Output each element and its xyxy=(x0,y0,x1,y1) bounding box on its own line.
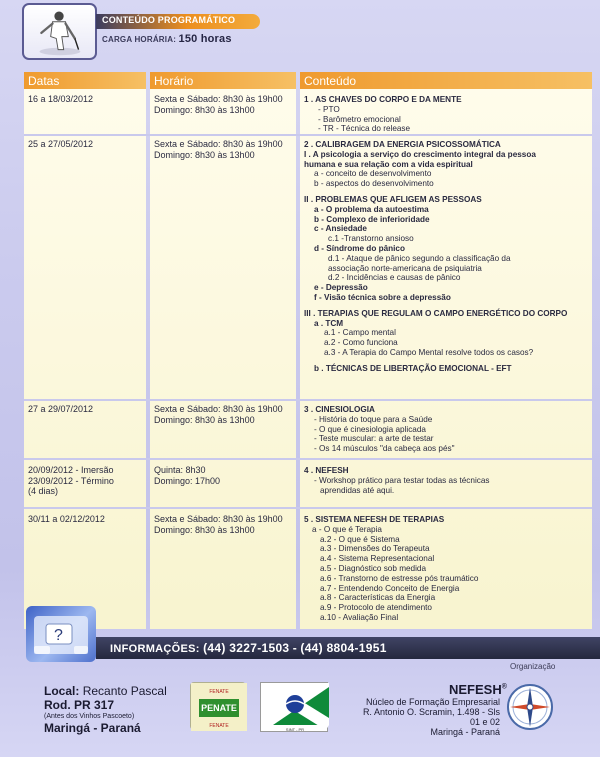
workload-label: CARGA HORÁRIA: xyxy=(102,35,177,44)
row-2-content xyxy=(304,140,567,374)
row-1-time xyxy=(154,94,283,115)
row-separator xyxy=(24,399,592,401)
time-line: Domingo: 17h00 xyxy=(154,475,221,486)
phone-1[interactable]: (44) 3227-1503 xyxy=(203,641,290,655)
content-item: b . TÉCNICAS DE LIBERTAÇÃO EMOCIONAL - EFT xyxy=(314,363,512,373)
row-1-content xyxy=(304,95,462,134)
time-line: Sexta e Sábado: 8h30 às 19h00 xyxy=(154,94,283,104)
program-logo xyxy=(22,3,97,60)
content-item: a.1 - Campo mental xyxy=(324,328,396,338)
column-dates xyxy=(24,89,146,629)
venue-name: Recanto Pascal xyxy=(82,684,167,698)
content-item: a.2 - Como funciona xyxy=(324,338,398,348)
venue-city: Maringá - Paraná xyxy=(44,721,141,735)
svg-text:?: ? xyxy=(54,627,63,644)
nefesh-description: Núcleo de Formação Empresarial xyxy=(365,697,500,707)
parana-flag xyxy=(260,682,328,732)
page-title: CONTEÚDO PROGRAMÁTICO xyxy=(102,15,236,25)
nefesh-city: Maringá - Paraná xyxy=(430,727,500,737)
row-4-dates xyxy=(28,465,114,497)
time-line: Quinta: 8h30 xyxy=(154,465,206,475)
content-item: associação norte-americana de psiquiatria xyxy=(328,263,482,273)
row-4-time xyxy=(154,465,220,486)
time-line: Domingo: 8h30 às 13h00 xyxy=(154,104,255,115)
content-item: a.10 - Avaliação Final xyxy=(320,612,399,622)
phone-2[interactable]: (44) 8804-1951 xyxy=(300,641,387,655)
content-item: c.1 -Transtorno ansioso xyxy=(328,234,414,244)
ballet-figure-icon xyxy=(24,5,95,58)
row-separator xyxy=(24,134,592,136)
date-line: (4 dias) xyxy=(28,486,59,496)
content-heading: 2 . CALIBRAGEM DA ENERGIA PSICOSSOMÁTICA xyxy=(304,140,501,149)
badge-bottom-text: FENATE xyxy=(209,723,229,729)
content-item: - História do toque para a Saúde xyxy=(314,414,433,424)
content-item: a.3 - A Terapia do Campo Mental resolve todos os casos? xyxy=(324,347,534,357)
nefesh-name: NEFESH xyxy=(449,682,502,697)
content-item: - TR - Técnica do release xyxy=(318,124,411,134)
venue-road: Rod. PR 317 xyxy=(44,698,115,712)
registered-mark: ® xyxy=(501,683,507,691)
content-heading: III . TERAPIAS QUE REGULAM O CAMPO ENERGÉTICO DO CORPO xyxy=(304,308,568,318)
fenate-badge xyxy=(190,682,246,730)
row-separator xyxy=(24,458,592,460)
date-line: 16 a 18/03/2012 xyxy=(28,94,94,104)
content-heading: 5 . SISTEMA NEFESH DE TERAPIAS xyxy=(304,515,445,524)
row-separator xyxy=(24,507,592,509)
content-item: - O que é cinesiologia aplicada xyxy=(314,424,426,434)
time-line: Domingo: 8h30 às 13h00 xyxy=(154,524,255,535)
content-heading: 4 . NEFESH xyxy=(304,466,349,475)
date-line: 23/09/2012 - Término xyxy=(28,475,114,486)
content-item: a - O problema da autoestima xyxy=(314,204,429,214)
row-1-dates xyxy=(28,94,93,105)
content-item: d.1 - Ataque de pânico segundo a classificação da xyxy=(328,253,511,263)
time-line: Sexta e Sábado: 8h30 às 19h00 xyxy=(154,404,283,414)
content-item: b - Complexo de inferioridade xyxy=(314,214,430,224)
content-item: b - aspectos do desenvolvimento xyxy=(314,179,434,189)
row-5-time xyxy=(154,514,283,535)
content-item: f - Visão técnica sobre a depressão xyxy=(314,292,451,302)
content-item: a.8 - Características da Energia xyxy=(320,593,436,603)
venue xyxy=(44,684,167,735)
nefesh-address xyxy=(360,697,500,737)
workload-value: 150 horas xyxy=(178,33,232,45)
compass-logo-icon xyxy=(505,682,555,732)
content-item: I . A psicologia a serviço do crescimento integral da pessoa xyxy=(304,149,536,159)
content-item: - Os 14 músculos "da cabeça aos pés" xyxy=(314,444,455,454)
content-item: - PTO xyxy=(318,104,340,114)
info-label: INFORMAÇÕES: xyxy=(110,643,200,655)
time-line: Domingo: 8h30 às 13h00 xyxy=(154,149,255,160)
content-item: a - O que é Terapia xyxy=(312,524,382,534)
keyboard-icon xyxy=(26,606,96,662)
column-header-dates: Datas xyxy=(24,72,146,89)
content-item: d - Síndrome do pânico xyxy=(314,243,405,253)
content-heading: 3 . CINESIOLOGIA xyxy=(304,405,375,414)
nefesh-street: R. Antonio O. Scramin, 1.498 - Sls 01 e 02 xyxy=(362,707,500,727)
content-item: c - Ansiedade xyxy=(314,224,367,234)
column-header-time: Horário xyxy=(150,72,296,89)
row-2-time xyxy=(154,139,283,160)
row-3-content xyxy=(304,405,455,454)
row-3-dates xyxy=(28,404,93,415)
content-item: humana e sua relação com a vida espiritual xyxy=(304,159,473,169)
content-item: - Barômetro emocional xyxy=(318,114,401,124)
content-item: a.6 - Transtorno de estresse pós traumático xyxy=(320,573,479,583)
content-item: a.7 - Entendendo Conceito de Energia xyxy=(320,583,460,593)
date-line: 20/09/2012 - Imersão xyxy=(28,465,114,475)
workload xyxy=(102,33,232,45)
content-heading: 1 . AS CHAVES DO CORPO E DA MENTE xyxy=(304,95,462,104)
content-item: a - conceito de desenvolvimento xyxy=(314,169,432,179)
flag-caption: SINT - PR xyxy=(285,727,305,732)
content-item: aprendidas até aqui. xyxy=(320,485,395,495)
time-line: Domingo: 8h30 às 13h00 xyxy=(154,414,255,425)
content-item: - Teste muscular: a arte de testar xyxy=(314,434,434,444)
row-5-dates xyxy=(28,514,105,525)
date-line: 30/11 a 02/12/2012 xyxy=(28,514,105,524)
content-item: a.4 - Sistema Representacional xyxy=(320,554,435,564)
venue-note: (Antes dos Vinhos Pascoeto) xyxy=(44,713,135,720)
venue-label: Local: xyxy=(44,684,80,698)
content-item: e - Depressão xyxy=(314,283,368,293)
column-time xyxy=(150,89,296,629)
content-item: a.3 - Dimensões do Terapeuta xyxy=(320,544,430,554)
contact-info xyxy=(110,641,387,655)
badge-mid-text: PENATE xyxy=(201,703,237,713)
organization-label: Organização xyxy=(510,662,556,671)
content-item: d.2 - Incidências e causas de pânico xyxy=(328,273,461,283)
badge-top-text: FENATE xyxy=(209,689,229,695)
content-item: a . TCM xyxy=(314,318,344,328)
content-item: a.5 - Diagnóstico sob medida xyxy=(320,563,427,573)
row-4-content xyxy=(304,466,490,495)
date-line: 25 a 27/05/2012 xyxy=(28,139,94,149)
row-5-content xyxy=(304,515,478,623)
time-line: Sexta e Sábado: 8h30 às 19h00 xyxy=(154,514,283,524)
content-item: a.2 - O que é Sistema xyxy=(320,534,400,544)
phone-separator: - xyxy=(292,641,298,655)
time-line: Sexta e Sábado: 8h30 às 19h00 xyxy=(154,139,283,149)
column-header-content: Conteúdo xyxy=(300,72,592,89)
content-item: - Workshop prático para testar todas as técnicas xyxy=(314,475,490,485)
nefesh-brand xyxy=(449,682,507,697)
date-line: 27 a 29/07/2012 xyxy=(28,404,94,414)
content-heading: II . PROBLEMAS QUE AFLIGEM AS PESSOAS xyxy=(304,194,482,204)
row-2-dates xyxy=(28,139,93,150)
content-item: a.9 - Protocolo de atendimento xyxy=(320,603,432,613)
row-3-time xyxy=(154,404,283,425)
